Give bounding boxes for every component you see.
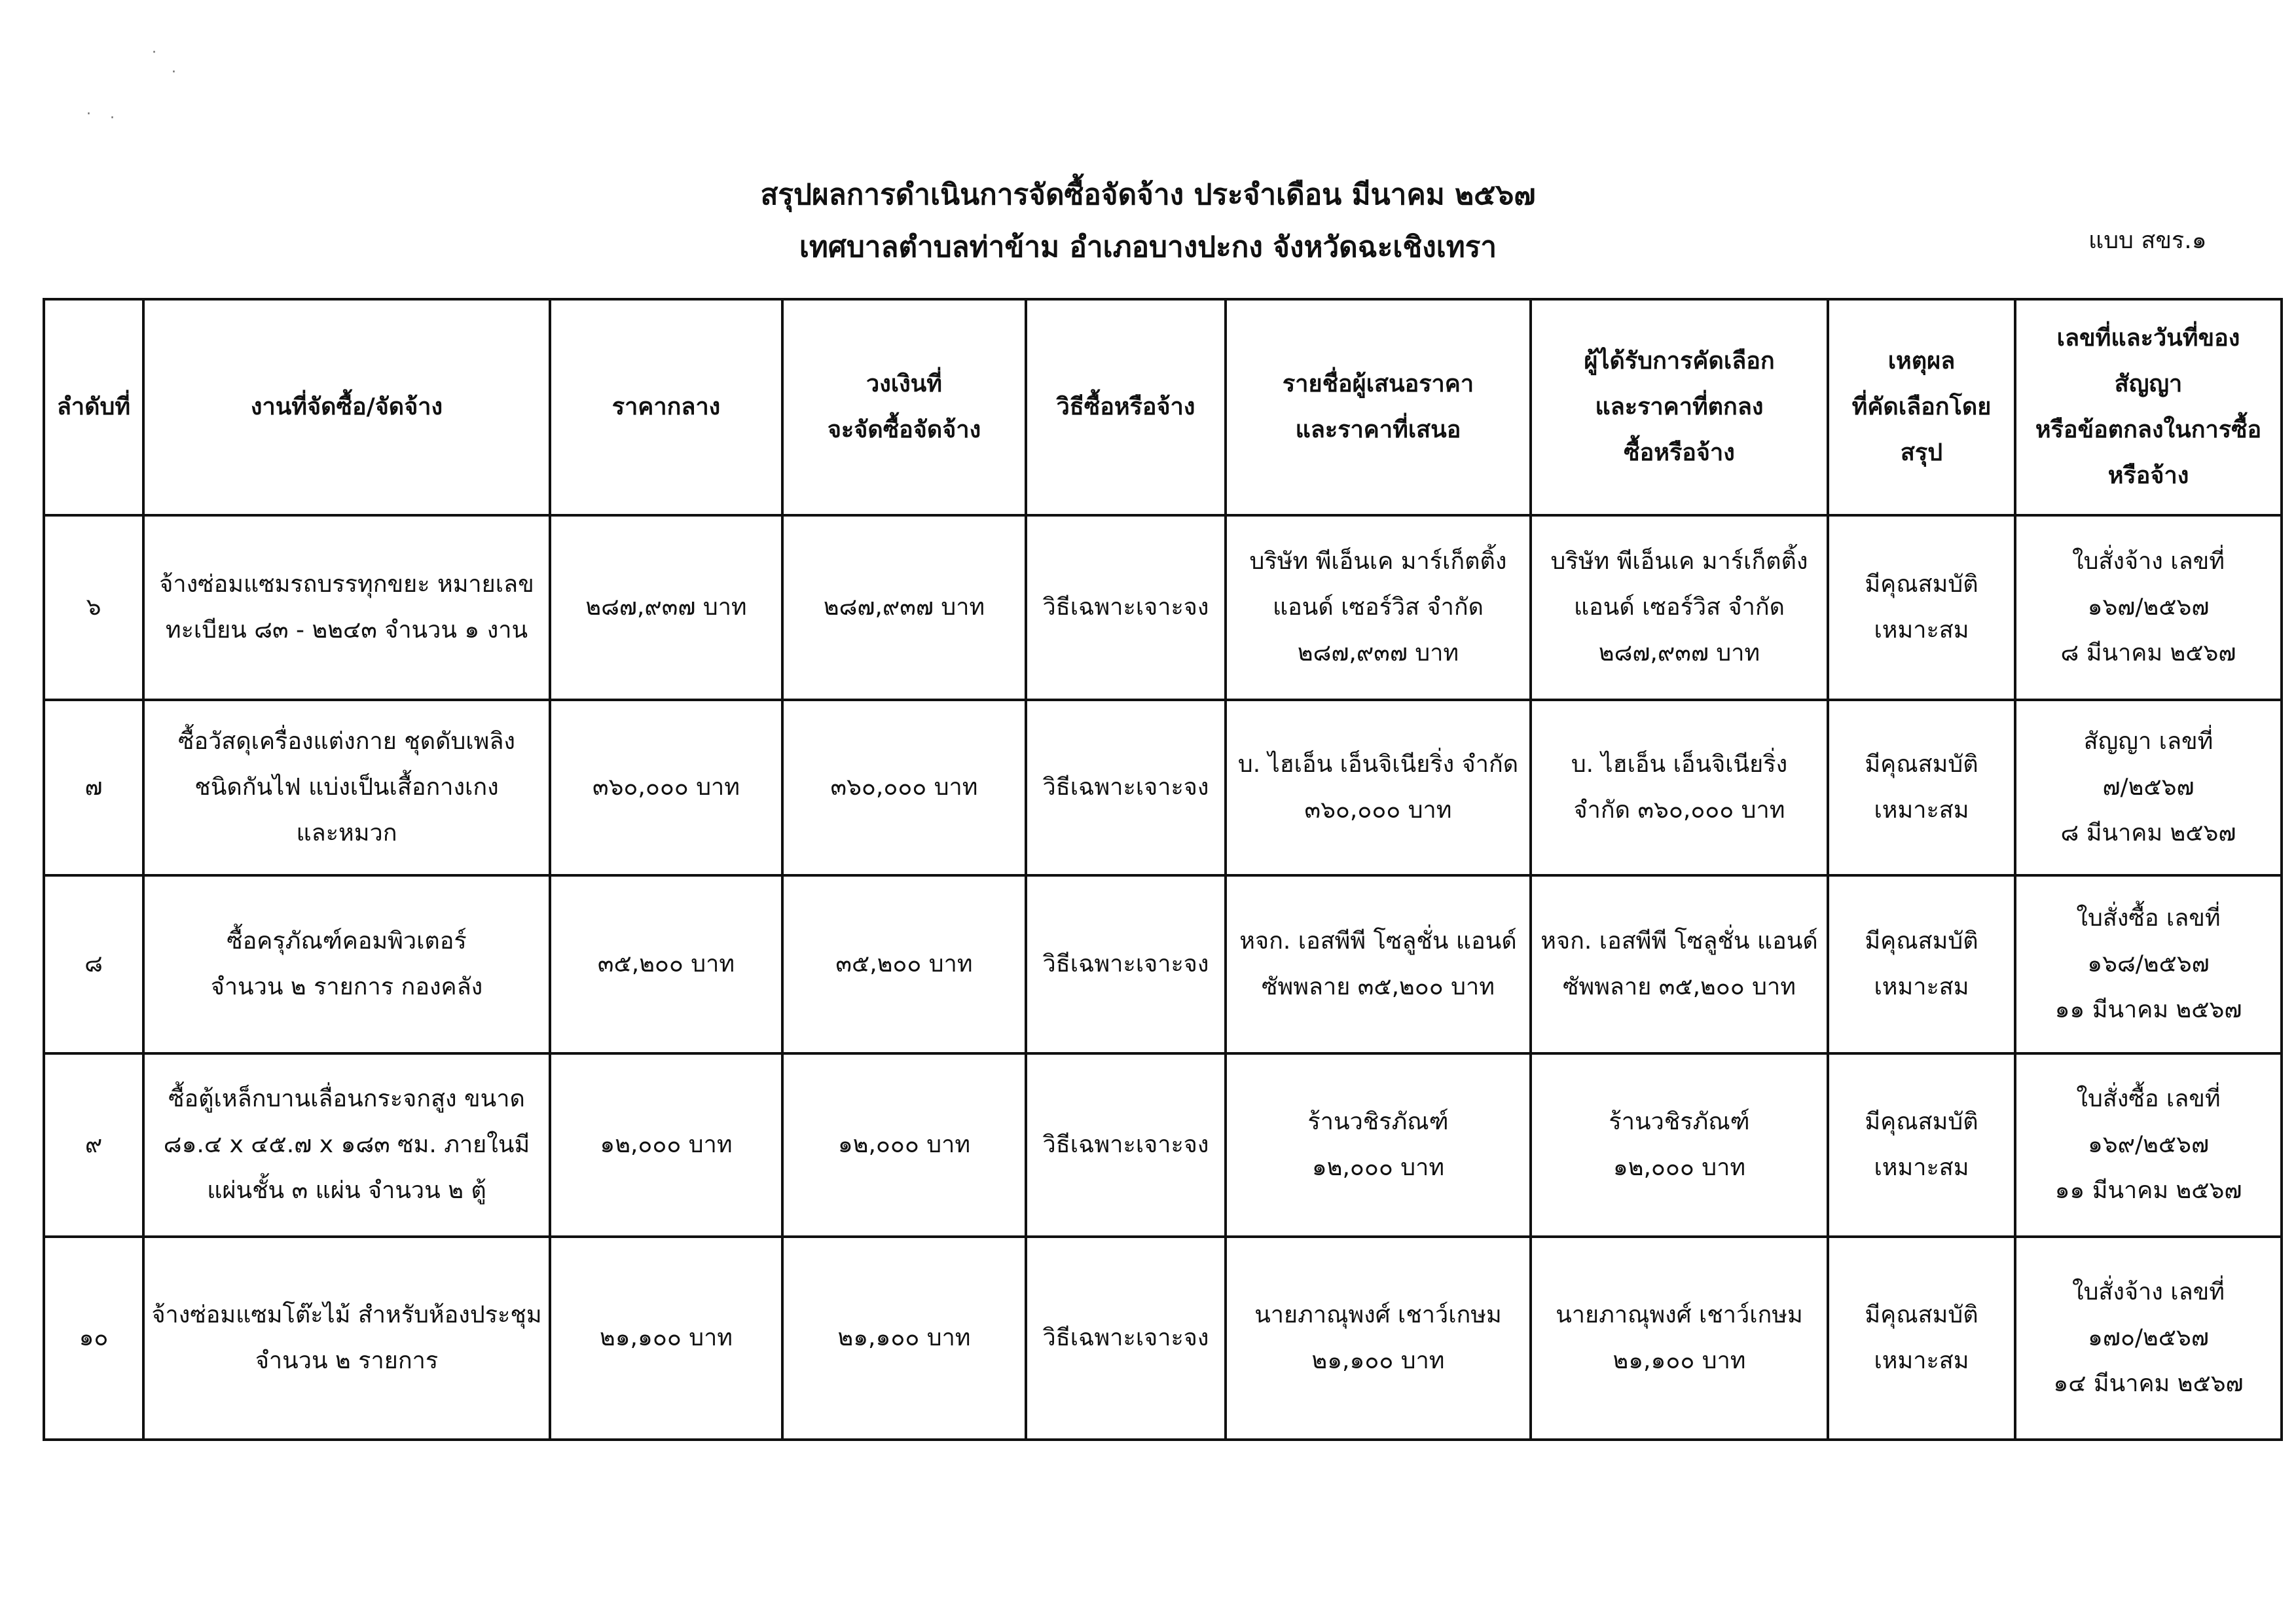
- cell-item: [143, 1237, 550, 1440]
- cell-winner-line: ๑๒,๐๐๐ บาท: [1613, 1154, 1746, 1181]
- header-reason-line: สรุป: [1900, 439, 1943, 466]
- cell-reason-line: มีคุณสมบัติ: [1865, 1108, 1978, 1135]
- cell-item-line: จำนวน ๒ รายการ: [255, 1347, 439, 1374]
- header-no-line: ลำดับที่: [56, 393, 131, 420]
- cell-bidders-line: แอนด์ เซอร์วิส จำกัด: [1272, 594, 1484, 621]
- cell-median-price: ๑๒,๐๐๐ บาท: [550, 1053, 782, 1237]
- cell-winner: [1531, 1053, 1828, 1237]
- cell-contract-line: ๑๔ มีนาคม ๒๕๖๗: [2053, 1370, 2244, 1397]
- cell-winner: [1531, 700, 1828, 875]
- cell-reason-line: เหมาะสม: [1874, 1347, 1969, 1374]
- cell-contract-line: สัญญา เลขที่: [2083, 728, 2214, 755]
- cell-contract-line: ใบสั่งซื้อ เลขที่: [2076, 1085, 2221, 1112]
- cell-median-price: ๒๘๗,๙๓๗ บาท: [550, 515, 782, 700]
- document-subtitle: เทศบาลตำบลท่าข้าม อำเภอบางปะกง จังหวัดฉะเชิงเทรา: [799, 230, 1497, 264]
- header-item-line: งานที่จัดซื้อ/จัดจ้าง: [250, 393, 443, 420]
- cell-reason-line: มีคุณสมบัติ: [1865, 928, 1978, 955]
- cell-reason-line: เหมาะสม: [1874, 797, 1969, 824]
- cell-median-price: ๓๕,๒๐๐ บาท: [550, 875, 782, 1053]
- cell-reason: [1828, 875, 2015, 1053]
- cell-winner-line: จำกัด ๓๖๐,๐๐๐ บาท: [1573, 797, 1785, 824]
- cell-item-line: ชนิดกันไฟ แบ่งเป็นเสื้อกางเกง: [194, 774, 499, 801]
- cell-item-line: ซื้อครุภัณฑ์คอมพิวเตอร์: [227, 928, 467, 955]
- scan-speck: ·: [86, 106, 91, 122]
- cell-item-line: แผ่นชั้น ๓ แผ่น จำนวน ๒ ตู้: [207, 1177, 486, 1204]
- table-row: [44, 700, 2282, 875]
- header-contract-line: หรือจ้าง: [2107, 462, 2189, 489]
- cell-bidders-line: ร้านวชิรภัณฑ์: [1307, 1108, 1449, 1135]
- cell-bidders: [1226, 700, 1531, 875]
- cell-bidders-line: ๓๖๐,๐๐๐ บาท: [1304, 797, 1452, 824]
- cell-winner-line: แอนด์ เซอร์วิส จำกัด: [1573, 594, 1785, 621]
- cell-bidders: [1226, 875, 1531, 1053]
- cell-contract-line: ๑๖๗/๒๕๖๗: [2087, 594, 2210, 621]
- cell-contract: [2015, 1053, 2282, 1237]
- cell-winner: [1531, 1237, 1828, 1440]
- cell-median-price: ๒๑,๑๐๐ บาท: [550, 1237, 782, 1440]
- cell-winner-line: ร้านวชิรภัณฑ์: [1609, 1108, 1750, 1135]
- header-bidders-line: รายชื่อผู้เสนอราคา: [1282, 371, 1474, 397]
- cell-item-line: ซื้อวัสดุเครื่องแต่งกาย ชุดดับเพลิง: [178, 728, 515, 755]
- cell-reason-line: มีคุณสมบัติ: [1865, 571, 1978, 598]
- cell-bidders-line: บ. ไฮเอ็น เอ็นจิเนียริ่ง จำกัด: [1237, 751, 1519, 778]
- cell-reason: [1828, 515, 2015, 700]
- cell-method: วิธีเฉพาะเจาะจง: [1026, 1053, 1226, 1237]
- cell-bidders-line: ๒๑,๑๐๐ บาท: [1311, 1347, 1445, 1374]
- header-contract-line: หรือข้อตกลงในการซื้อ: [2035, 416, 2262, 443]
- cell-budget: ๒๘๗,๙๓๗ บาท: [782, 515, 1026, 700]
- cell-method: วิธีเฉพาะเจาะจง: [1026, 875, 1226, 1053]
- cell-item-line: จ้างซ่อมแซมรถบรรทุกขยะ หมายเลข: [159, 571, 534, 598]
- scan-speck: ·: [110, 110, 115, 126]
- cell-winner: [1531, 875, 1828, 1053]
- table-body: [44, 515, 2282, 1440]
- cell-contract-line: ใบสั่งจ้าง เลขที่: [2071, 1279, 2225, 1305]
- cell-reason-line: มีคุณสมบัติ: [1865, 751, 1978, 778]
- header-method-line: วิธีซื้อหรือจ้าง: [1056, 393, 1195, 420]
- cell-winner-line: ซัพพลาย ๓๕,๒๐๐ บาท: [1563, 974, 1796, 1000]
- cell-no: ๘: [44, 875, 143, 1053]
- cell-reason-line: มีคุณสมบัติ: [1865, 1302, 1978, 1328]
- cell-item: [143, 875, 550, 1053]
- header-winner-line: และราคาที่ตกลง: [1595, 393, 1764, 420]
- header-no: [44, 299, 143, 515]
- cell-bidders: [1226, 1237, 1531, 1440]
- cell-contract-line: ๘ มีนาคม ๒๕๖๗: [2060, 820, 2236, 847]
- cell-contract: [2015, 875, 2282, 1053]
- header-winner-line: ผู้ได้รับการคัดเลือก: [1584, 348, 1775, 374]
- header-budget-line: จะจัดซื้อจัดจ้าง: [827, 416, 981, 443]
- header-contract-line: เลขที่และวันที่ของ: [2056, 325, 2240, 352]
- cell-reason-line: เหมาะสม: [1874, 1154, 1969, 1181]
- cell-budget: ๓๖๐,๐๐๐ บาท: [782, 700, 1026, 875]
- scan-speck: ·: [152, 45, 156, 61]
- cell-contract: [2015, 1237, 2282, 1440]
- cell-budget: ๒๑,๑๐๐ บาท: [782, 1237, 1026, 1440]
- cell-item-line: จำนวน ๒ รายการ กองคลัง: [210, 974, 483, 1000]
- cell-winner-line: บ. ไฮเอ็น เอ็นจิเนียริ่ง: [1571, 751, 1788, 778]
- cell-bidders: [1226, 515, 1531, 700]
- table-header-row: [44, 299, 2282, 515]
- cell-no: ๖: [44, 515, 143, 700]
- table-row: [44, 515, 2282, 700]
- cell-item: [143, 1053, 550, 1237]
- cell-contract-line: ๑๑ มีนาคม ๒๕๖๗: [2054, 996, 2242, 1023]
- cell-item: [143, 515, 550, 700]
- cell-no: ๙: [44, 1053, 143, 1237]
- cell-contract-line: ๑๖๙/๒๕๖๗: [2087, 1131, 2210, 1158]
- cell-reason-line: เหมาะสม: [1874, 974, 1969, 1000]
- header-item: [143, 299, 550, 515]
- cell-bidders-line: ๑๒,๐๐๐ บาท: [1311, 1154, 1445, 1181]
- cell-method: วิธีเฉพาะเจาะจง: [1026, 700, 1226, 875]
- cell-contract-line: ๑๖๘/๒๕๖๗: [2087, 951, 2210, 977]
- header-bidders-line: และราคาที่เสนอ: [1295, 416, 1461, 443]
- header-budget-line: วงเงินที่: [866, 371, 942, 397]
- document-title: สรุปผลการดำเนินการจัดซื้อจัดจ้าง ประจำเดือน มีนาคม ๒๕๖๗: [760, 178, 1536, 211]
- cell-winner-line: ๒๘๗,๙๓๗ บาท: [1598, 640, 1760, 666]
- table-row: [44, 1237, 2282, 1440]
- cell-budget: ๑๒,๐๐๐ บาท: [782, 1053, 1026, 1237]
- cell-method: วิธีเฉพาะเจาะจง: [1026, 1237, 1226, 1440]
- cell-bidders-line: ๒๘๗,๙๓๗ บาท: [1297, 640, 1459, 666]
- cell-median-price: ๓๖๐,๐๐๐ บาท: [550, 700, 782, 875]
- cell-item: [143, 700, 550, 875]
- form-code: แบบ สขร.๑: [2088, 227, 2207, 254]
- cell-contract-line: ใบสั่งซื้อ เลขที่: [2076, 905, 2221, 932]
- cell-reason-line: เหมาะสม: [1874, 617, 1969, 644]
- header-median-price: [550, 299, 782, 515]
- header-reason: [1828, 299, 2015, 515]
- cell-bidders-line: บริษัท พีเอ็นเค มาร์เก็ตติ้ง: [1249, 548, 1507, 575]
- header-winner-line: ซื้อหรือจ้าง: [1624, 439, 1735, 466]
- header-method: [1026, 299, 1226, 515]
- cell-bidders: [1226, 1053, 1531, 1237]
- cell-method: วิธีเฉพาะเจาะจง: [1026, 515, 1226, 700]
- cell-budget: ๓๕,๒๐๐ บาท: [782, 875, 1026, 1053]
- header-contract-line: สัญญา: [2114, 371, 2183, 397]
- header-reason-line: เหตุผล: [1887, 348, 1956, 374]
- table-row: [44, 875, 2282, 1053]
- cell-winner-line: หจก. เอสพีพี โซลูชั่น แอนด์: [1540, 928, 1818, 955]
- cell-no: ๗: [44, 700, 143, 875]
- header-bidders: [1226, 299, 1531, 515]
- cell-bidders-line: นายภาณุพงศ์ เชาว์เกษม: [1254, 1302, 1502, 1328]
- header-median-price-line: ราคากลาง: [611, 393, 721, 420]
- cell-contract-line: ๑๗๐/๒๕๖๗: [2088, 1324, 2209, 1351]
- header-reason-line: ที่คัดเลือกโดย: [1851, 393, 1992, 420]
- cell-winner-line: บริษัท พีเอ็นเค มาร์เก็ตติ้ง: [1550, 548, 1808, 575]
- cell-contract-line: ใบสั่งจ้าง เลขที่: [2071, 548, 2225, 575]
- cell-contract: [2015, 515, 2282, 700]
- cell-contract-line: ๘ มีนาคม ๒๕๖๗: [2060, 640, 2236, 666]
- cell-item-line: จ้างซ่อมแซมโต๊ะไม้ สำหรับห้องประชุม: [151, 1302, 542, 1328]
- cell-contract: [2015, 700, 2282, 875]
- cell-winner-line: นายภาณุพงศ์ เชาว์เกษม: [1556, 1302, 1803, 1328]
- cell-bidders-line: หจก. เอสพีพี โซลูชั่น แอนด์: [1239, 928, 1517, 955]
- cell-reason: [1828, 1053, 2015, 1237]
- cell-no: ๑๐: [44, 1237, 143, 1440]
- cell-item-line: และหมวก: [296, 820, 397, 847]
- cell-winner: [1531, 515, 1828, 700]
- cell-item-line: ๘๑.๔ x ๔๕.๗ x ๑๘๓ ซม. ภายในมี: [163, 1131, 530, 1158]
- table-row: [44, 1053, 2282, 1237]
- header-contract: [2015, 299, 2282, 515]
- cell-reason: [1828, 1237, 2015, 1440]
- cell-reason: [1828, 700, 2015, 875]
- cell-item-line: ซื้อตู้เหล็กบานเลื่อนกระจกสูง ขนาด: [168, 1085, 525, 1112]
- header-winner: [1531, 299, 1828, 515]
- cell-item-line: ทะเบียน ๘๓ - ๒๒๔๓ จำนวน ๑ งาน: [165, 617, 528, 644]
- cell-contract-line: ๑๑ มีนาคม ๒๕๖๗: [2054, 1177, 2242, 1204]
- procurement-table: [43, 298, 2283, 1441]
- cell-bidders-line: ซัพพลาย ๓๕,๒๐๐ บาท: [1262, 974, 1495, 1000]
- cell-winner-line: ๒๑,๑๐๐ บาท: [1613, 1347, 1746, 1374]
- cell-contract-line: ๗/๒๕๖๗: [2102, 774, 2195, 801]
- header-budget: [782, 299, 1026, 515]
- scan-speck: ·: [172, 64, 176, 81]
